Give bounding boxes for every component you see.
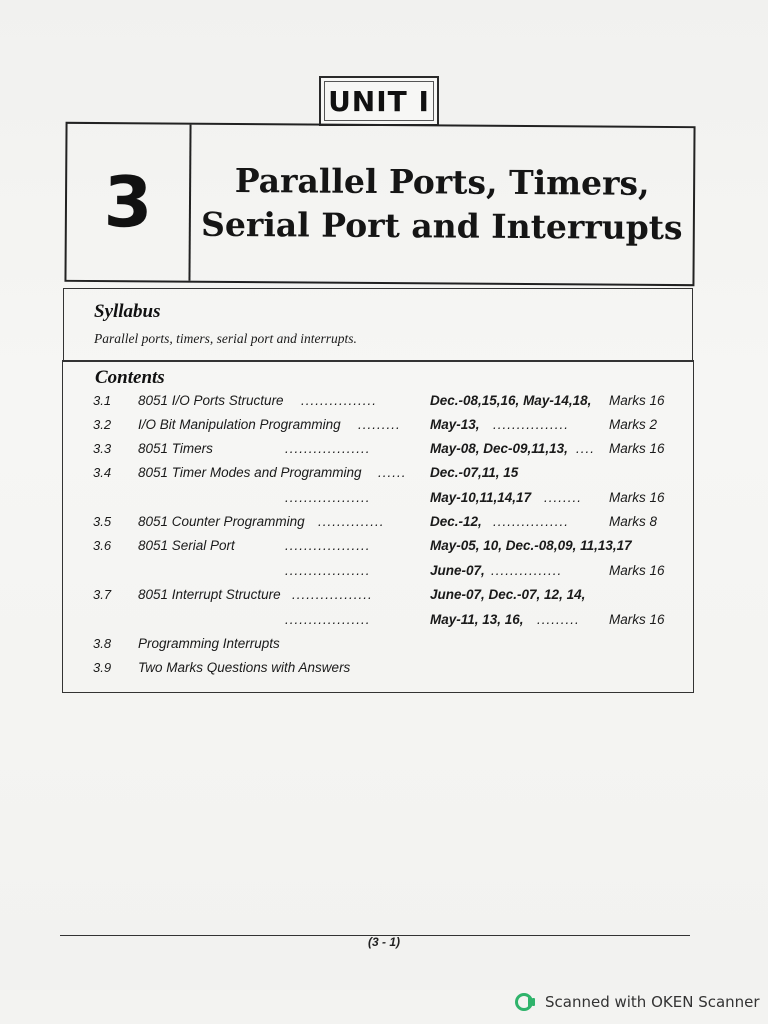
contents-box xyxy=(62,360,694,693)
unit-label: UNIT I xyxy=(328,84,430,118)
marks-label: Marks 16 xyxy=(609,490,665,505)
marks-label: Marks 8 xyxy=(609,514,658,529)
section-title: Programming Interrupts xyxy=(138,636,280,651)
section-number: 3.5 xyxy=(93,514,112,529)
leader-dots: ...... xyxy=(378,465,407,480)
contents-heading: Contents xyxy=(95,367,165,388)
page-number: (3 - 1) xyxy=(367,935,400,949)
marks-label: Marks 16 xyxy=(609,612,665,627)
exam-dates: Dec.-12, xyxy=(430,514,482,529)
leader-dots: ................. xyxy=(292,587,373,602)
section-title: Two Marks Questions with Answers xyxy=(138,660,351,675)
leader-dots: ................ xyxy=(301,393,378,408)
exam-dates: Dec.-07,11, 15 xyxy=(430,465,519,480)
exam-dates: June-07, xyxy=(430,563,485,578)
leader-dots: ................ xyxy=(493,514,570,529)
section-number: 3.1 xyxy=(93,393,112,408)
marks-label: Marks 2 xyxy=(609,417,658,432)
marks-label: Marks 16 xyxy=(609,563,665,578)
contents-row xyxy=(63,660,695,680)
leader-dots: .................. xyxy=(285,612,371,627)
exam-dates: May-13, xyxy=(430,417,480,432)
section-number: 3.4 xyxy=(93,465,112,480)
scanner-watermark xyxy=(515,990,760,1014)
leader-dots: ............... xyxy=(491,563,563,578)
contents-row xyxy=(63,587,695,607)
contents-row xyxy=(63,563,695,583)
marks-label: Marks 16 xyxy=(609,441,665,456)
contents-row xyxy=(63,612,695,632)
contents-row xyxy=(63,538,695,558)
leader-dots: ......... xyxy=(537,612,580,627)
contents-row xyxy=(63,393,695,413)
chapter-header xyxy=(64,122,695,286)
chapter-title xyxy=(190,125,693,285)
leader-dots: ......... xyxy=(358,417,401,432)
chapter-number: 3 xyxy=(66,124,191,281)
leader-dots: .............. xyxy=(318,514,385,529)
exam-dates: May-05, 10, Dec.-08,09, 11,13,17 xyxy=(430,538,632,553)
section-title: I/O Bit Manipulation Programming xyxy=(138,417,341,432)
section-number: 3.7 xyxy=(93,587,112,602)
section-number: 3.8 xyxy=(93,636,112,651)
oken-logo-icon xyxy=(515,991,537,1013)
section-number: 3.3 xyxy=(93,441,112,456)
contents-row xyxy=(63,514,695,534)
leader-dots: ........ xyxy=(544,490,583,505)
unit-label-box xyxy=(319,76,439,126)
marks-label: Marks 16 xyxy=(609,393,665,408)
section-title: 8051 Serial Port xyxy=(138,538,235,553)
section-number: 3.6 xyxy=(93,538,112,553)
section-number: 3.9 xyxy=(93,660,112,675)
exam-dates: May-10,11,14,17 xyxy=(430,490,532,505)
section-title: 8051 Counter Programming xyxy=(138,514,305,529)
chapter-title-line-2: Serial Port and Interrupts xyxy=(200,204,683,248)
section-title: 8051 Interrupt Structure xyxy=(138,587,281,602)
contents-row xyxy=(63,490,695,510)
contents-row xyxy=(63,417,695,437)
syllabus-heading: Syllabus xyxy=(94,301,161,322)
leader-dots: .... xyxy=(576,441,596,456)
section-title: 8051 I/O Ports Structure xyxy=(138,393,284,408)
leader-dots: .................. xyxy=(285,441,371,456)
syllabus-text: Parallel ports, timers, serial port and interrupts. xyxy=(94,331,357,346)
syllabus-box xyxy=(63,288,693,362)
section-number: 3.2 xyxy=(93,417,112,432)
section-title: 8051 Timers xyxy=(138,441,213,456)
exam-dates: Dec.-08,15,16, May-14,18, xyxy=(430,393,592,408)
exam-dates: May-08, Dec-09,11,13, xyxy=(430,441,568,456)
contents-row xyxy=(63,465,695,485)
chapter-title-line-1: Parallel Ports, Timers, xyxy=(234,160,650,203)
leader-dots: .................. xyxy=(285,563,371,578)
contents-row xyxy=(63,636,695,656)
section-title: 8051 Timer Modes and Programming xyxy=(138,465,362,480)
exam-dates: June-07, Dec.-07, 12, 14, xyxy=(430,587,586,602)
contents-row xyxy=(63,441,695,461)
leader-dots: .................. xyxy=(285,538,371,553)
leader-dots: .................. xyxy=(285,490,371,505)
exam-dates: May-11, 13, 16, xyxy=(430,612,524,627)
leader-dots: ................ xyxy=(493,417,570,432)
scanner-watermark-text: Scanned with OKEN Scanner xyxy=(545,993,760,1011)
